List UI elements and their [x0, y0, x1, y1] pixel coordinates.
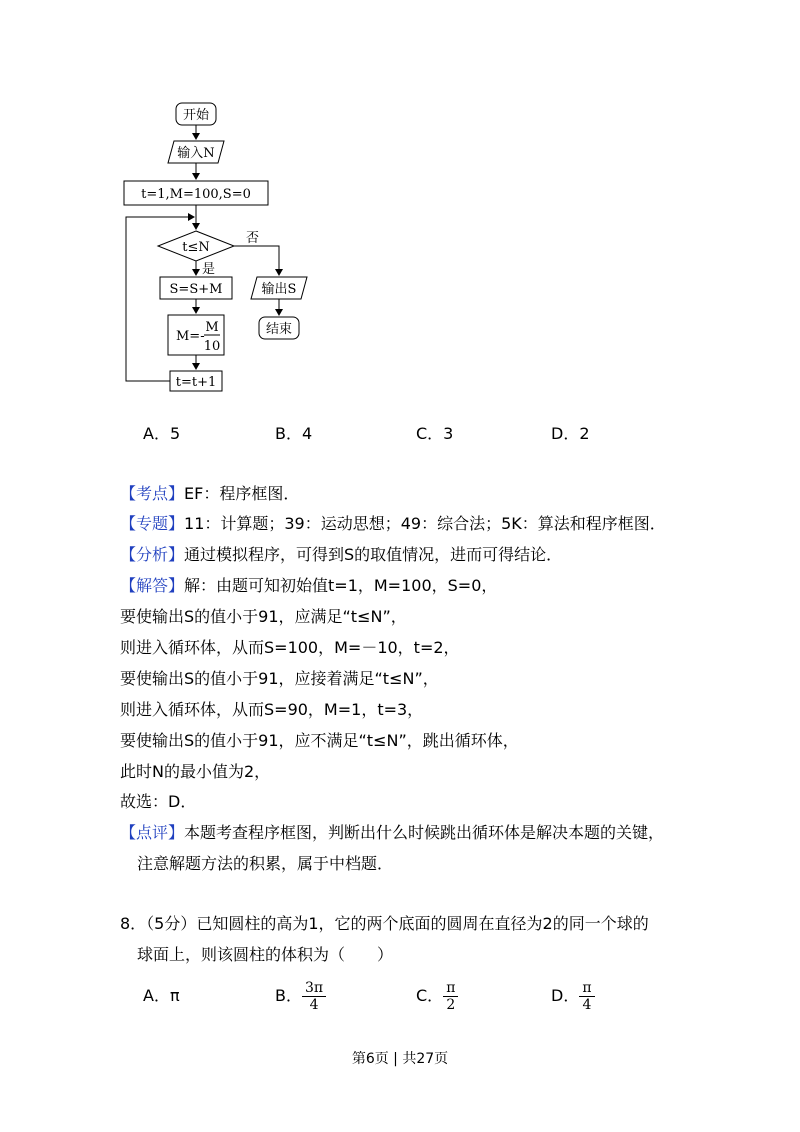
zhuanti-line [120, 514, 666, 534]
dianping-text: 本题考查程序框图，判断出什么时候跳出循环体是解决本题的关键， [184, 823, 665, 842]
q8-option-d-label: D． [551, 986, 580, 1005]
q8-stem-line1: 8．（5分）已知圆柱的高为1，它的两个底面的圆周在直径为2的同一个球的 [120, 914, 649, 933]
q7-option-b: B．4 [275, 424, 313, 443]
solution-line: 要使输出S的值小于91，应不满足“t≤N”，跳出循环体， [120, 731, 519, 750]
q8-option-b-fraction [302, 980, 326, 1013]
q7-option-c: C．3 [416, 424, 454, 443]
jieda-tag: 【解答】 [120, 576, 185, 595]
flow-start-text: 开始 [182, 108, 210, 123]
flow-init-text: t=1,M=100,S=0 [141, 187, 251, 202]
q8-option-c-num: π [443, 980, 458, 997]
fenxi-tag: 【分析】 [120, 545, 185, 564]
page-footer: 第6页 | 共27页 [351, 1051, 449, 1067]
q8-option-d [551, 976, 595, 1016]
q7-option-d: D．2 [551, 424, 590, 443]
q8-option-a: A．π [143, 986, 180, 1005]
q8-option-d-den: 4 [582, 997, 592, 1013]
flow-yes-label: 是 [202, 262, 216, 277]
q8-option-d-num: π [579, 980, 594, 997]
flow-step3-text: t=t+1 [175, 375, 217, 390]
q8-option-c-den: 2 [446, 997, 456, 1013]
q8-option-c-label: C． [416, 986, 444, 1005]
flowchart [110, 95, 350, 395]
q8-option-b-label: B． [275, 986, 302, 1005]
solution-line: 要使输出S的值小于91，应满足“t≤N”， [120, 607, 407, 626]
solution-line: 要使输出S的值小于91，应接着满足“t≤N”， [120, 669, 439, 688]
zhuanti-text: 11：计算题；39：运动思想；49：综合法；5K：算法和程序框图． [184, 514, 666, 533]
flow-end-text: 结束 [265, 322, 293, 337]
q8-option-b-den: 4 [309, 997, 319, 1013]
kaodian-line [120, 484, 299, 504]
zhuanti-tag: 【专题】 [120, 514, 185, 533]
fenxi-text: 通过模拟程序，可得到S的取值情况，进而可得结论． [184, 545, 563, 564]
flow-output-text: 输出S [261, 282, 297, 297]
q8-option-b-num: 3π [302, 980, 326, 997]
jieda-text: 解：由题可知初始值t=1，M=100，S=0， [184, 576, 498, 595]
flow-input-text: 输入N [177, 146, 215, 161]
dianping-tag: 【点评】 [120, 823, 185, 842]
flow-step2-den: 10 [203, 339, 221, 354]
q8-option-c [416, 976, 458, 1016]
q8-stem-line2: 球面上，则该圆柱的体积为（ ） [137, 945, 394, 964]
flow-step2-prefix: M=- [176, 329, 205, 344]
kaodian-text: EF：程序框图． [184, 484, 300, 503]
jieda-line [120, 576, 497, 596]
kaodian-tag: 【考点】 [120, 484, 185, 503]
flow-step2-num: M [205, 320, 219, 335]
solution-line: 则进入循环体，从而S=90，M=1，t=3， [120, 700, 424, 719]
dianping-line [120, 823, 664, 843]
q8-option-c-fraction [443, 980, 458, 1013]
flow-no-label: 否 [246, 231, 260, 246]
solution-line: 此时N的最小值为2， [120, 762, 271, 781]
solution-line: 则进入循环体，从而S=100，M=－10，t=2， [120, 638, 460, 657]
q8-option-b [275, 976, 326, 1016]
q7-option-a: A．5 [143, 424, 181, 443]
flow-step1-text: S=S+M [169, 282, 223, 297]
dianping-line-2: 注意解题方法的积累，属于中档题． [137, 854, 394, 873]
solution-line: 故选：D． [120, 792, 197, 811]
q8-option-d-fraction [579, 980, 594, 1013]
flow-condition-text: t≤N [182, 240, 210, 255]
fenxi-line [120, 545, 562, 565]
